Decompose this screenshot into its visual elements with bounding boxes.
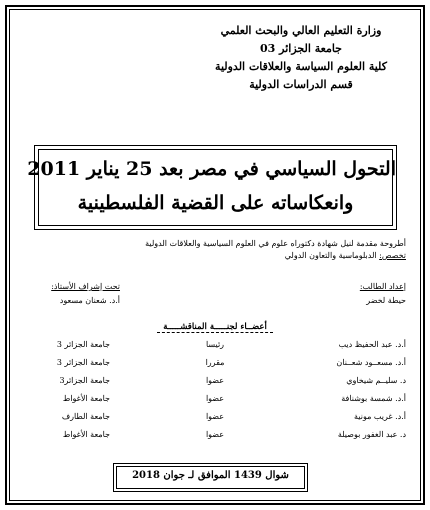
specialty-value: الدبلوماسية والتعاون الدولي bbox=[284, 251, 377, 260]
member-university: جامعة الجزائر3 bbox=[59, 376, 110, 385]
member-university: جامعة الطارف bbox=[61, 412, 110, 421]
degree-statement: أطروحة مقدمة لنيل شهادة دكتوراه علوم في العلوم السياسية والعلاقات الدولية bbox=[145, 239, 406, 248]
defense-date: شوال 1439 الموافق لـ جوان 2018 bbox=[132, 470, 289, 481]
committee-title: أعضــاء لجنـــــة المناقشـــــة bbox=[157, 322, 273, 333]
committee-row bbox=[30, 392, 406, 410]
member-name: د. عبد الغفور بوصيلة bbox=[337, 430, 406, 439]
student-label: إعداد الطالب: bbox=[359, 282, 406, 291]
institution-header bbox=[196, 22, 406, 94]
member-name: د. سليــم شيخاوي bbox=[346, 376, 406, 385]
member-role: عضوا bbox=[205, 430, 225, 439]
member-role: رئيسا bbox=[205, 340, 225, 349]
member-role: عضوا bbox=[205, 394, 225, 403]
member-name: أ.د. عبد الحفيظ ديب bbox=[338, 340, 406, 349]
committee-row bbox=[30, 374, 406, 392]
supervisor-label: تحت إشراف الأستاذ: bbox=[51, 282, 120, 291]
member-name: أ.د. غريب مونية bbox=[354, 412, 406, 421]
faculty-name: كلية العلوم السياسة والعلاقات الدولية bbox=[215, 60, 387, 73]
thesis-title-line-2: وانعكاساته على القضية الفلسطينية bbox=[77, 192, 354, 214]
date-box bbox=[113, 463, 308, 492]
member-role: مقررا bbox=[205, 358, 225, 367]
committee-table bbox=[30, 338, 406, 446]
committee-row bbox=[30, 410, 406, 428]
supervisor-name: أ.د. شعنان مسعود bbox=[59, 296, 120, 305]
ministry-name: وزارة التعليم العالي والبحث العلمي bbox=[220, 24, 382, 37]
university-name: جامعة الجزائر 03 bbox=[260, 42, 342, 55]
member-university: جامعة الجزائر 3 bbox=[56, 358, 110, 367]
specialty-line bbox=[16, 250, 406, 262]
committee-row bbox=[30, 356, 406, 374]
preparation-section bbox=[30, 280, 406, 320]
committee-row bbox=[30, 338, 406, 356]
department-name: قسم الدراسات الدولية bbox=[249, 78, 353, 91]
member-role: عضوا bbox=[205, 412, 225, 421]
member-university: جامعة الأغواط bbox=[62, 394, 110, 403]
supervisor-block bbox=[30, 280, 120, 308]
committee-row bbox=[30, 428, 406, 446]
committee-heading bbox=[0, 322, 430, 332]
member-name: أ.د. مسعــود شعــنان bbox=[336, 358, 406, 367]
member-university: جامعة الأغواط bbox=[62, 430, 110, 439]
member-role: عضوا bbox=[205, 376, 225, 385]
member-university: جامعة الجزائر 3 bbox=[56, 340, 110, 349]
thesis-title-line-1: التحول السياسي في مصر بعد 25 يناير 2011 bbox=[27, 158, 396, 180]
student-block bbox=[360, 280, 406, 308]
thesis-description bbox=[16, 238, 406, 262]
specialty-label: تخصص: bbox=[379, 251, 406, 260]
member-name: أ.د. شمسة بوشنافة bbox=[341, 394, 406, 403]
student-name: حيطة لخضر bbox=[366, 296, 406, 305]
title-box bbox=[27, 145, 397, 230]
